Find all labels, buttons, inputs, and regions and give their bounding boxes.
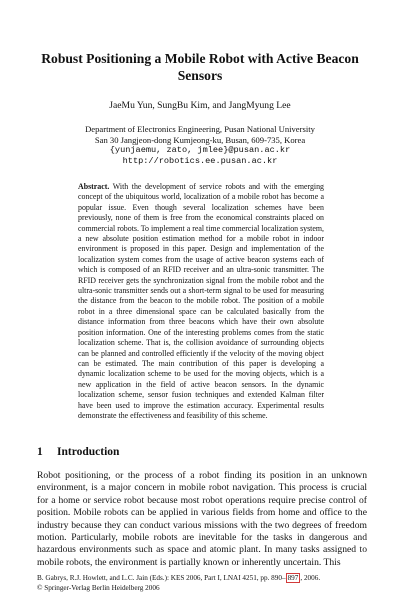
section-heading <box>37 445 367 459</box>
section-number: 1 <box>37 446 43 458</box>
citation-suffix: , 2006. <box>300 574 321 582</box>
citation-line <box>37 574 367 584</box>
affiliation-emails: {yunjaemu, zato, jmlee}@pusan.ac.kr <box>109 145 291 156</box>
section-body <box>37 470 367 569</box>
copyright-line: © Springer-Verlag Berlin Heidelberg 2006 <box>37 583 160 592</box>
page-footer <box>37 574 367 593</box>
affiliation-address: San 30 Jangjeon-dong Kumjeong-ku, Busan, 609-735, Korea <box>94 134 306 145</box>
page-end-highlight: 897 <box>287 574 299 582</box>
author-list: JaeMu Yun, SungBu Kim, and JangMyung Lee <box>109 100 291 111</box>
section-title: Introduction <box>57 446 120 458</box>
abstract-block <box>78 182 324 421</box>
section-paragraph: Robot positioning, or the process of a robot finding its position in an unknown environment, is a major concern in mobile robot navigation. This process is crucial for a home or service robot because most robot operations require precise control of position. Mobile robots can be applied in various fields from home and office to the industry because they can conduct various missions with the two degrees of freedom motion. Particularly, mobile robots are inevitable for the tasks in dangerous and hazardous environments such as space and atomic plant. In many tasks assigned to mobile robots, the environment is partially known or inherently uncertain. This <box>37 470 367 568</box>
paper-title: Robust Positioning a Mobile Robot with Active Beacon Sensors <box>41 51 359 83</box>
affiliation-url[interactable]: http://robotics.ee.pusan.ac.kr <box>122 155 278 166</box>
affiliation-block <box>40 124 360 166</box>
affiliation-department: Department of Electronics Engineering, Pusan National University <box>85 124 315 134</box>
abstract-text: With the development of service robots and with the emerging concept of the ubiquitous world, localization of a mobile robot has become a popular issue. Even though several localization schemes have been previously, none of them is free from the economical constraints placed on commercial robots. To implement a real time commercial localization system, a new absolute position estimation method for a mobile robot in indoor environment is proposed in this paper. Design and implementation of the localization system comes from the usage of active beacon systems each of which is composed of an RFID receiver and an ultra-sonic transmitter. The RFID receiver gets the synchronization signal from the mobile robot and the ultra-sonic transmitter sends out a short-term signal to be used for measuring the distance from the beacon to the mobile robot. The position of a mobile robot in a three dimensional space can be calculated basically from the distance information from three beacons which have their own absolute position information. One of the interesting problems comes from the static localization scheme. That is, the collision avoidance of surrounding objects can be planned and controlled efficiently if the velocity of the moving object can be estimated. The main contribution of this paper is developing a dynamic localization scheme to be used for the moving objects, which is a new application in the field of active beacon sensors. In the dynamic localization scheme, sensor fusion techniques and extended Kalman filter have been used to improve the estimation accuracy. Experimental results demonstrate the effectiveness and feasibility of this scheme. <box>78 182 324 420</box>
citation-prefix: B. Gabrys, R.J. Howlett, and L.C. Jain (Eds.): KES 2006, Part I, LNAI 4251, pp. 890– <box>37 574 286 582</box>
abstract-label: Abstract. <box>78 182 110 191</box>
